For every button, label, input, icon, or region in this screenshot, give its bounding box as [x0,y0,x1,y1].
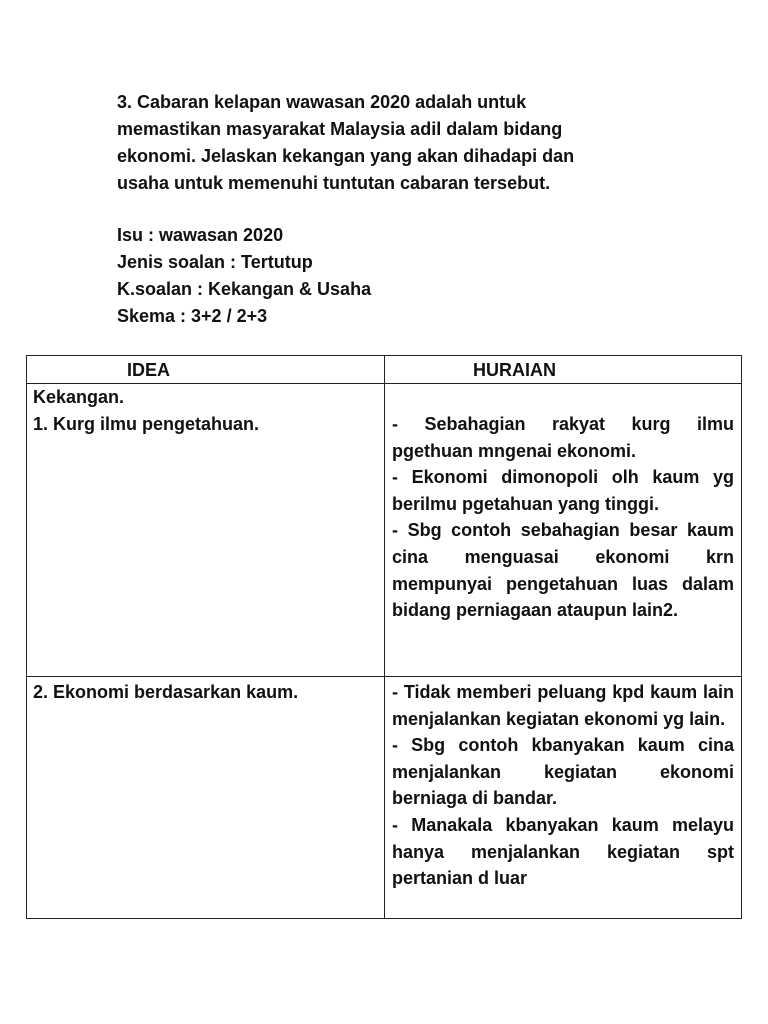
question-line-1: 3. Cabaran kelapan wawasan 2020 adalah untuk [117,92,527,112]
row-1-point-2: - Ekonomi dimonopoli olh kaum yg berilmu pgetahuan yang tinggi. [392,467,734,514]
question-line-4: usaha untuk memenuhi tuntutan cabaran tersebut. [117,173,551,193]
row-1-point-3: - Sbg contoh sebahagian besar kaum cina menguasai ekonomi krn mempunyai pengetahuan luas dalam bidang perniagaan ataupun lain2. [392,520,734,621]
row-2-idea-cell [33,679,298,706]
row-1-huraian-cell [392,411,734,624]
row-2-point-1: - Tidak memberi peluang kpd kaum lain menjalankan kegiatan ekonomi yg lain. [392,682,734,729]
header-idea: IDEA [127,360,171,380]
meta-k-soalan: K.soalan : Kekangan & Usaha [117,279,372,299]
meta-skema: Skema : 3+2 / 2+3 [117,306,268,326]
section-label: Kekangan. [33,387,125,407]
row-1-idea-cell [33,384,259,438]
row-2-huraian-cell [392,679,734,892]
answer-table [26,355,742,919]
row-2-point-3: - Manakala kbanyakan kaum melayu hanya menjalankan kegiatan spt pertanian d luar [392,814,734,889]
row-1-idea: 1. Kurg ilmu pengetahuan. [33,414,260,434]
row-2-point-2: - Sbg contoh kbanyakan kaum cina menjalankan kegiatan ekonomi berniaga di bandar. [392,735,734,809]
header-huraian: HURAIAN [473,360,556,380]
question-line-2: memastikan masyarakat Malaysia adil dalam bidang [117,119,563,139]
question-line-3: ekonomi. Jelaskan kekangan yang akan dihadapi dan [117,146,575,166]
question-text [117,89,657,197]
row-1-point-1: - Sebahagian rakyat kurg ilmu pgethuan mngenai ekonomi. [392,414,734,461]
row-2-huraian-clip [385,676,741,918]
meta-isu: Isu : wawasan 2020 [117,225,284,245]
question-meta [117,222,371,330]
meta-jenis-soalan: Jenis soalan : Tertutup [117,252,313,272]
row-2-idea: 2. Ekonomi berdasarkan kaum. [33,682,299,702]
